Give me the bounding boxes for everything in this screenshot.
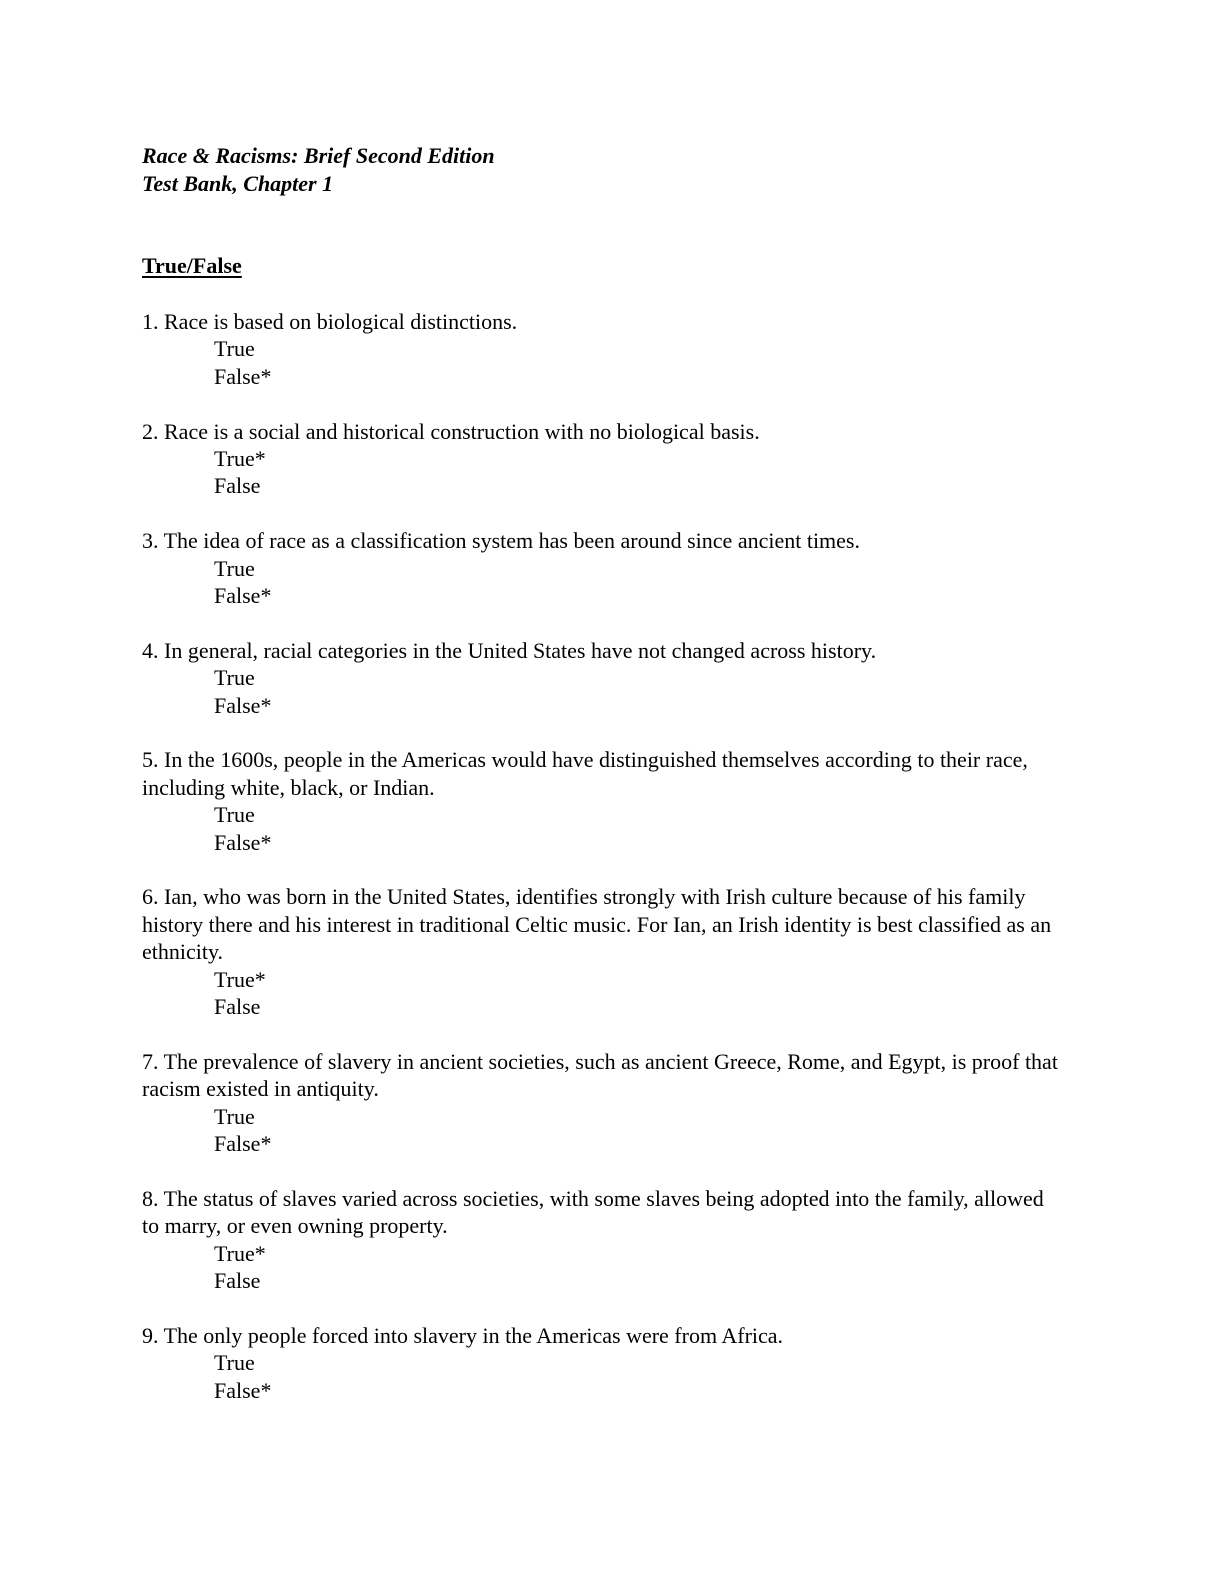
- question-text: 5. In the 1600s, people in the Americas would have distinguished themselves according to their race, including white, black, or Indian.: [142, 747, 1028, 800]
- question-text: 6. Ian, who was born in the United States, identifies strongly with Irish culture because of his family history there and his interest in traditional Celtic music. For Ian, an Irish identity is best classified as an ethnicity.: [142, 884, 1052, 965]
- option-false: False: [214, 994, 261, 1020]
- question-9: [142, 1322, 1062, 1404]
- option-false: False: [214, 473, 261, 499]
- option-false: False*: [214, 829, 272, 855]
- question-3: [142, 527, 1062, 609]
- question-text: 8. The status of slaves varied across societies, with some slaves being adopted into the family, allowed to marry, or even owning property.: [142, 1185, 1044, 1239]
- option-true: True: [214, 665, 255, 691]
- option-true: True*: [214, 966, 266, 992]
- title-block: [142, 142, 495, 198]
- option-true: True: [214, 1103, 255, 1129]
- question-list: [142, 308, 1062, 1432]
- question-text: 7. The prevalence of slavery in ancient societies, such as ancient Greece, Rome, and Egypt, is proof that racism existed in antiquity.: [142, 1048, 1058, 1102]
- question-1: [142, 308, 1062, 390]
- option-false: False*: [214, 1377, 272, 1403]
- option-false: False*: [214, 1131, 272, 1157]
- document-subtitle: Test Bank, Chapter 1: [142, 171, 334, 196]
- question-2: [142, 418, 1062, 500]
- option-false: False: [214, 1268, 261, 1294]
- question-6: [142, 883, 1062, 1020]
- option-false: False*: [214, 692, 272, 718]
- option-true: True: [214, 1350, 255, 1376]
- question-8: [142, 1185, 1062, 1295]
- option-true: True: [214, 555, 255, 581]
- document-title: Race & Racisms: Brief Second Edition: [142, 143, 495, 168]
- question-text: 2. Race is a social and historical construction with no biological basis.: [142, 418, 760, 444]
- question-5: [142, 746, 1062, 856]
- option-true: True*: [214, 1240, 266, 1266]
- question-text: 1. Race is based on biological distinctions.: [142, 309, 518, 334]
- question-text: 3. The idea of race as a classification system has been around since ancient times.: [142, 528, 860, 554]
- option-false: False*: [214, 583, 272, 609]
- question-text: 4. In general, racial categories in the United States have not changed across history.: [142, 637, 877, 663]
- question-7: [142, 1048, 1062, 1158]
- option-true: True: [214, 336, 255, 362]
- option-false: False*: [214, 363, 272, 389]
- question-text: 9. The only people forced into slavery in the Americas were from Africa.: [142, 1322, 784, 1348]
- option-true: True: [214, 802, 255, 828]
- option-true: True*: [214, 446, 266, 472]
- question-4: [142, 637, 1062, 719]
- section-heading: True/False: [142, 253, 242, 278]
